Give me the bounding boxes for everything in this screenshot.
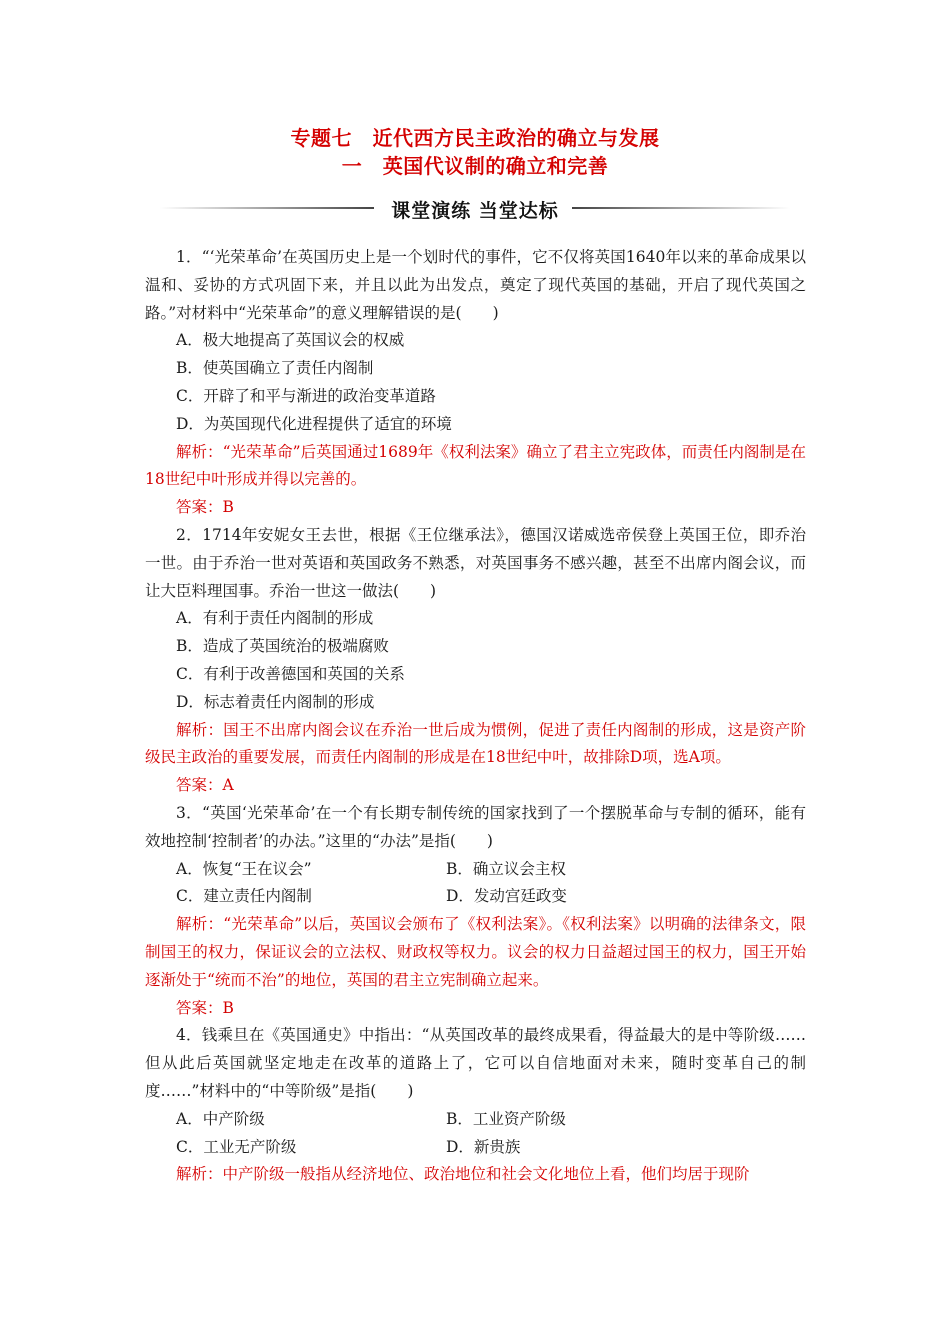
section-heading: 课堂演练 当堂达标 — [391, 200, 559, 222]
option-a: A．极大地提高了英国议会的权威 — [176, 331, 405, 350]
option-b: B．造成了英国统治的极端腐败 — [176, 637, 389, 656]
option-a: A．恢复“王在议会” — [176, 859, 312, 878]
option-row — [145, 1106, 806, 1134]
option-row — [145, 1134, 806, 1162]
option-row — [145, 883, 806, 911]
question-stem: 2．1714年安妮女王去世，根据《王位继承法》，德国汉诺威选帝侯登上英国王位，即乔治一世。由于乔治一世对英语和英国政务不熟悉，对英国事务不感兴趣，甚至不出席内阁会议，而让大臣料理国事。乔治一世这一做法( ) — [145, 525, 806, 600]
question-stem: 1．“‘光荣革命’在英国历史上是一个划时代的事件，它不仅将英国1640年以来的革命成果以温和、妥协的方式巩固下来，并且以此为出发点，奠定了现代英国的基础，开启了现代英国之路。”对材料中“光荣革命”的意义理解错误的是( ) — [145, 248, 806, 322]
option-d: D．标志着责任内阁制的形成 — [176, 692, 375, 711]
chapter-title: 专题七 近代西方民主政治的确立与发展 — [290, 126, 660, 150]
option-a: A．有利于责任内阁制的形成 — [176, 609, 374, 628]
banner-right-rule — [572, 207, 790, 209]
analysis: 解析：“光荣革命”后英国通过1689年《权利法案》确立了君主立宪政体，而责任内阁制是在18世纪中叶形成并得以完善的。 — [145, 442, 806, 489]
option-row — [145, 856, 806, 884]
question-stem: 4．钱乘旦在《英国通史》中指出：“从英国改革的最终成果看，得益最大的是中等阶级……但从此后英国就坚定地走在改革的道路上了，它可以自信地面对未来，随时变革自己的制度……”材料中的“中等阶级”是指( ) — [145, 1026, 806, 1100]
analysis: 解析：国王不出席内阁会议在乔治一世后成为惯例，促进了责任内阁制的形成，这是资产阶级民主政治的重要发展，而责任内阁制的形成是在18世纪中叶，故排除D项，选A项。 — [145, 720, 806, 767]
section-banner — [160, 196, 790, 220]
answer: 答案：B — [176, 998, 234, 1017]
option-c: C．工业无产阶级 — [176, 1137, 297, 1156]
option-a: A．中产阶级 — [176, 1109, 265, 1128]
option-d: D．新贵族 — [446, 1137, 521, 1156]
analysis: 解析：中产阶级一般指从经济地位、政治地位和社会文化地位上看，他们均居于现阶 — [176, 1165, 750, 1184]
option-b: B．工业资产阶级 — [446, 1109, 566, 1128]
analysis: 解析：“光荣革命”以后，英国议会颁布了《权利法案》。《权利法案》以明确的法律条文，限制国王的权力，保证议会的立法权、财政权等权力。议会的权力日益超过国王的权力，国王开始逐渐处于“统而不治”的地位，英国的君主立宪制确立起来。 — [145, 915, 806, 989]
option-b: B．使英国确立了责任内阁制 — [176, 359, 374, 378]
option-c: C．有利于改善德国和英国的关系 — [176, 664, 405, 683]
option-d: D．发动宫廷政变 — [446, 887, 567, 906]
question-stem: 3．“英国‘光荣革命’在一个有长期专制传统的国家找到了一个摆脱革命与专制的循环，能有效地控制‘控制者’的办法。”这里的“办法”是指( ) — [145, 803, 806, 850]
option-b: B．确立议会主权 — [446, 859, 566, 878]
answer: 答案：B — [176, 498, 234, 517]
question-list — [145, 244, 806, 1189]
option-c: C．建立责任内阁制 — [176, 887, 312, 906]
lesson-title: 一 英国代议制的确立和完善 — [341, 154, 609, 178]
option-c: C．开辟了和平与渐进的政治变革道路 — [176, 386, 436, 405]
answer: 答案：A — [176, 776, 234, 795]
option-d: D．为英国现代化进程提供了适宜的环境 — [176, 414, 452, 433]
